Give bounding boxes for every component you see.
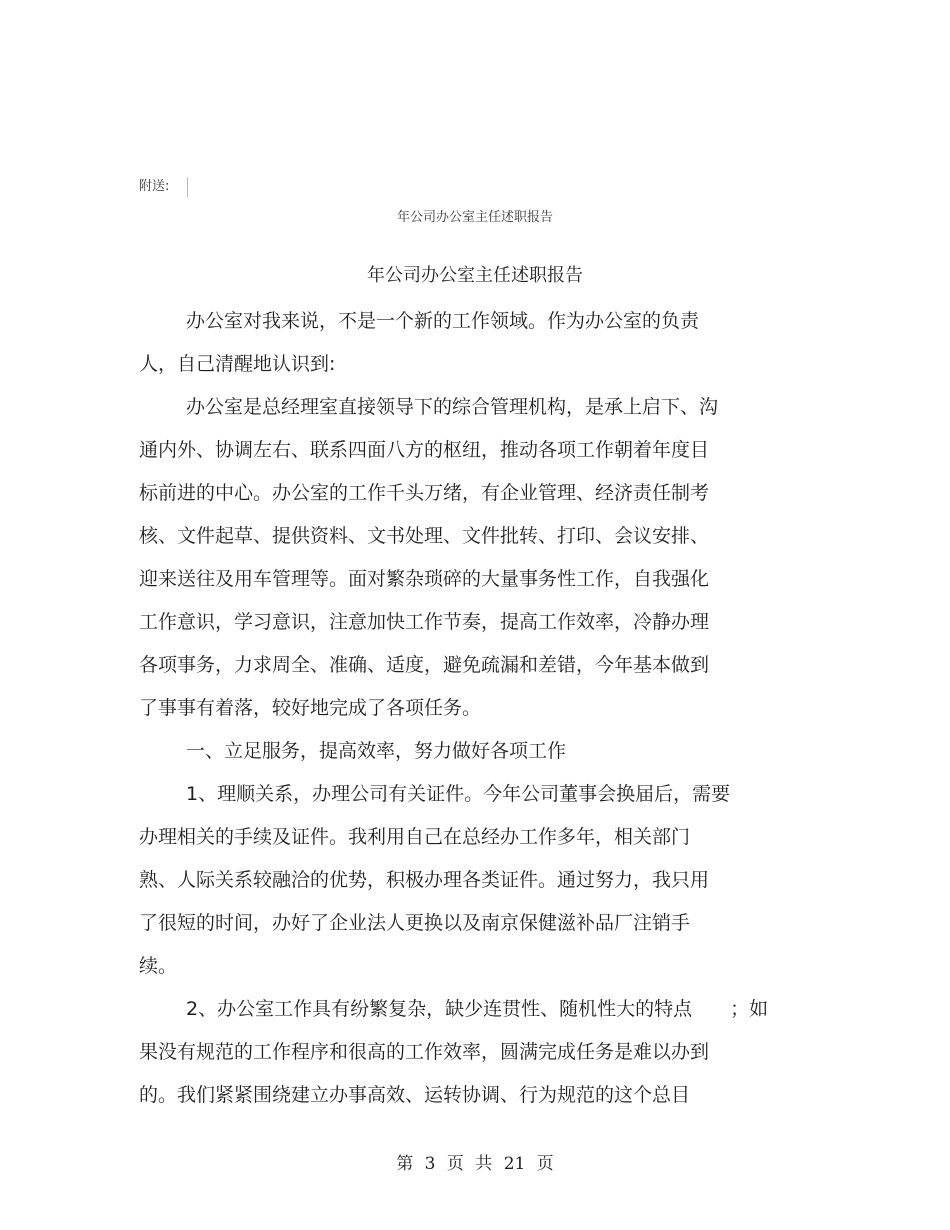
body-line: 2、办公室工作具有纷繁复杂，缺少连贯性、随机性大的特点 ；如 bbox=[186, 998, 769, 1020]
body-line: 办理相关的手续及证件。我利用自己在总经办工作多年，相关部门 bbox=[139, 826, 691, 848]
body-line: 办公室对我来说，不是一个新的工作领域。作为办公室的负责 bbox=[186, 310, 700, 332]
body-line: 办公室是总经理室直接领导下的综合管理机构，是承上启下、沟 bbox=[186, 396, 719, 418]
document-title: 年公司办公室主任述职报告 bbox=[367, 265, 583, 286]
body-line: 了很短的时间，办好了企业法人更换以及南京保健滋补品厂注销手 bbox=[139, 912, 691, 934]
body-line: 果没有规范的工作程序和很高的工作效率，圆满完成任务是难以办到 bbox=[139, 1041, 710, 1063]
attachment-label: 附送: bbox=[139, 179, 170, 194]
body-line: 了事事有着落，较好地完成了各项任务。 bbox=[139, 697, 482, 719]
section-heading: 一、立足服务，提高效率，努力做好各项工作 bbox=[186, 740, 567, 762]
body-line: 迎来送往及用车管理等。面对繁杂琐碎的大量事务性工作，自我强化 bbox=[139, 568, 710, 590]
body-line: 续。 bbox=[139, 955, 178, 977]
body-line: 通内外、协调左右、联系四面八方的枢纽，推动各项工作朝着年度目 bbox=[139, 439, 710, 461]
document-subheader: 年公司办公室主任述职报告 bbox=[396, 210, 553, 225]
body-line: 核、文件起草、提供资料、文书处理、文件批转、打印、会议安排、 bbox=[139, 525, 710, 547]
body-line: 各项事务，力求周全、准确、适度，避免疏漏和差错，今年基本做到 bbox=[139, 654, 710, 676]
body-line: 工作意识，学习意识，注意加快工作节奏，提高工作效率，冷静办理 bbox=[139, 611, 710, 633]
body-line: 标前进的中心。办公室的工作千头万绪，有企业管理、经济责任制考 bbox=[139, 482, 710, 504]
attachment-divider bbox=[187, 177, 188, 197]
body-line: 人，自己清醒地认识到: bbox=[139, 353, 336, 375]
body-line: 1、理顺关系，办理公司有关证件。今年公司董事会换届后，需要 bbox=[186, 783, 731, 805]
page-number-footer: 第 3 页 共 21 页 bbox=[396, 1154, 554, 1174]
body-line: 的。我们紧紧围绕建立办事高效、运转协调、行为规范的这个总目 bbox=[139, 1084, 691, 1106]
body-line: 熟、人际关系较融洽的优势，积极办理各类证件。通过努力，我只用 bbox=[139, 869, 710, 891]
